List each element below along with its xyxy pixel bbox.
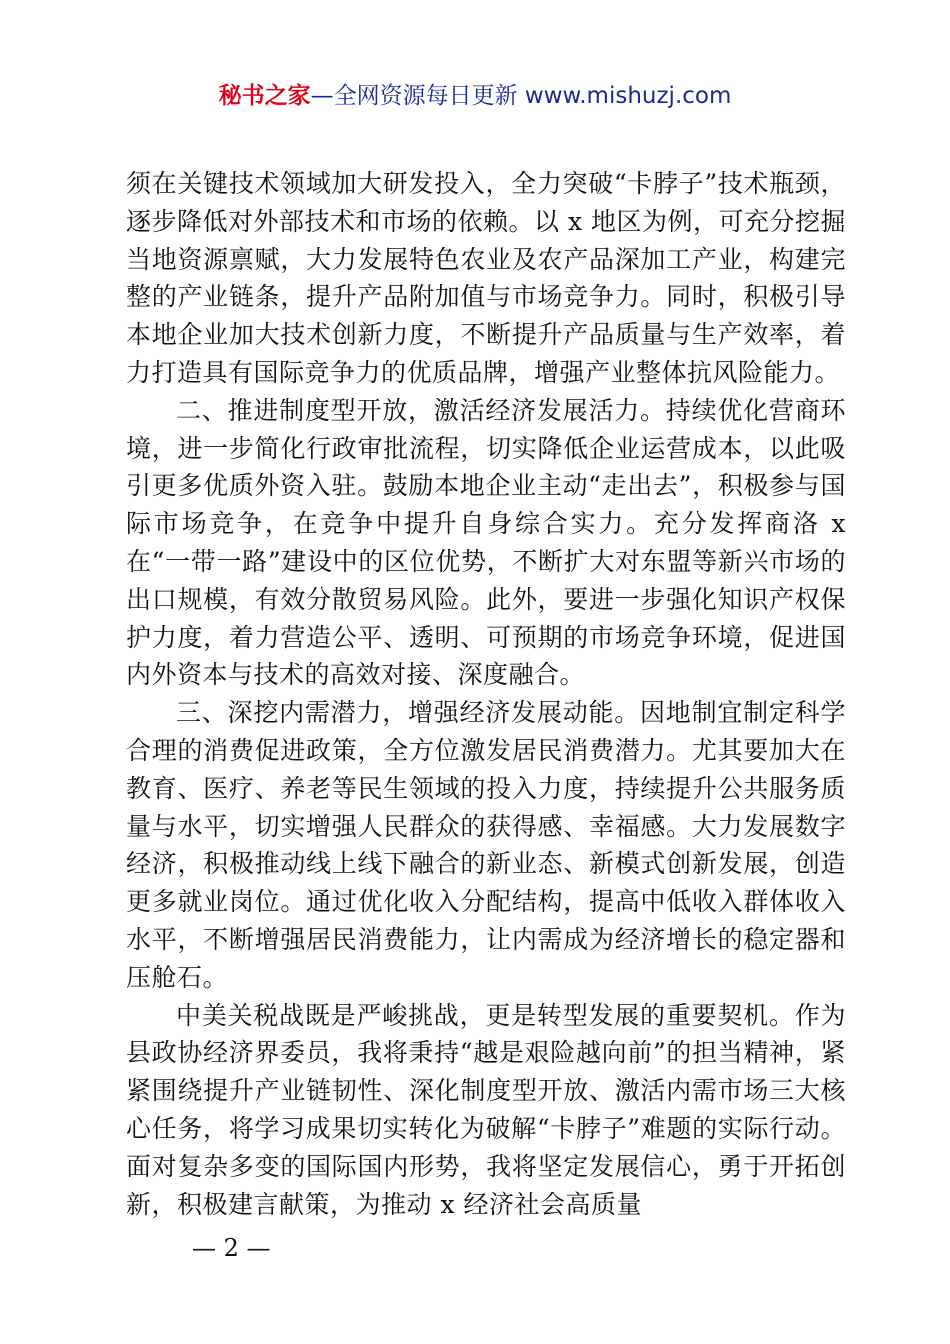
paragraph-section-three: 三、深挖内需潜力，增强经济发展动能。因地制宜制定科学合理的消费促进政策，全方位激发居民消费潜力。尤其要加大在教育、医疗、养老等民生领域的投入力度，持续提升公共服务质量与水平，切实增强人民群众的获得感、幸福感。大力发展数字经济，积极推动线上线下融合的新业态、新模式创新发展，创造更多就业岗位。通过优化收入分配结构，提高中低收入群体收入水平，不断增强居民消费能力，让内需成为经济增长的稳定器和压舱石。 — [126, 698, 846, 992]
document-body — [126, 165, 846, 1223]
paragraph-conclusion: 中美关税战既是严峻挑战，更是转型发展的重要契机。作为县政协经济界委员，我将秉持“越是艰险越向前”的担当精神，紧紧围绕提升产业链韧性、深化制度型开放、激活内需市场三大核心任务，将学习成果切实转化为破解“卡脖子”难题的实际行动。面对复杂多变的国际国内形势，我将坚定发展信心，勇于开拓创新，积极建言献策，为推动 x 经济社会高质量 — [126, 1000, 846, 1219]
paragraph-section-two: 二、推进制度型开放，激活经济发展活力。持续优化营商环境，进一步简化行政审批流程，切实降低企业运营成本，以此吸引更多优质外资入驻。鼓励本地企业主动“走出去”，积极参与国际市场竞争，在竞争中提升自身综合实力。充分发挥商洛 x 在“一带一路”建设中的区位优势，不断扩大对东盟等新兴市场的出口规模，有效分散贸易风险。此外，要进一步强化知识产权保护力度，着力营造公平、透明、可预期的市场竞争环境，促进国内外资本与技术的高效对接、深度融合。 — [126, 395, 846, 690]
site-slogan: —全网资源每日更新 www.mishuzj.com — [310, 83, 732, 109]
page-number: — 2 — — [192, 1234, 271, 1262]
site-brand: 秘书之家 — [218, 83, 311, 109]
paragraph-continuation: 须在关键技术领域加大研发投入，全力突破“卡脖子”技术瓶颈，逐步降低对外部技术和市场的依赖。以 x 地区为例，可充分挖掘当地资源禀赋，大力发展特色农业及农产品深加工产业，构建完整的产业链条，提升产品附加值与市场竞争力。同时，积极引导本地企业加大技术创新力度，不断提升产品质量与生产效率，着力打造具有国际竞争力的优质品牌，增强产业整体抗风险能力。 — [126, 169, 846, 387]
site-header — [0, 78, 950, 114]
